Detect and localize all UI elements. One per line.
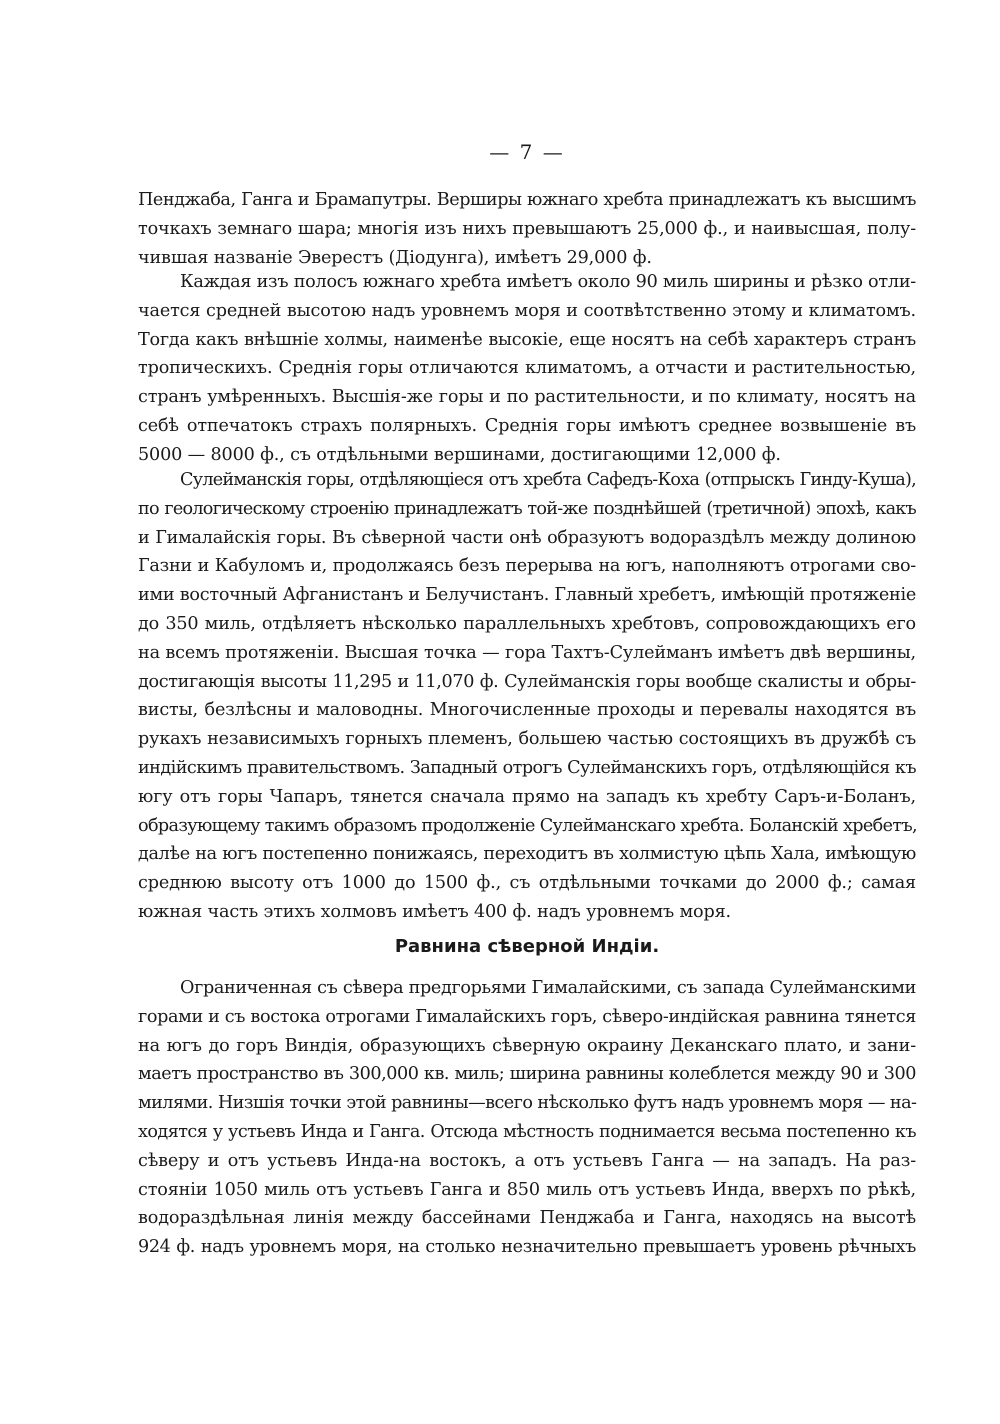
text-line: южная часть этихъ холмовъ имѣетъ 400 ф. надъ уровнемъ моря.: [138, 901, 731, 922]
text-line: Газни и Кабуломъ и, продолжаясь безъ перерыва на югъ, наполняютъ отрогами сво-: [138, 556, 916, 577]
text-line: милями. Низшія точки этой равнины—всего нѣсколько футъ надъ уровнемъ моря — на-: [138, 1093, 917, 1114]
text-line: 924 ф. надъ уровнемъ моря, на столько незначительно превышаетъ уровень рѣчныхъ: [138, 1237, 916, 1258]
text-line: среднюю высоту отъ 1000 до 1500 ф., съ отдѣльными точками до 2000 ф.; самая: [138, 873, 916, 894]
text-line: стояніи 1050 миль отъ устьевъ Ганга и 850 миль отъ устьевъ Инда, вверхъ по рѣкѣ,: [138, 1179, 916, 1200]
text-line: точкахъ земнаго шара; многія изъ нихъ превышаютъ 25,000 ф., и наивысшая, полу-: [138, 218, 916, 239]
text-line: тропическихъ. Среднія горы отличаются климатомъ, а отчасти и растительностью,: [138, 358, 916, 379]
text-line: индійскимъ правительствомъ. Западный отрогъ Сулейманскихъ горъ, отдѣляющійся къ: [138, 757, 916, 778]
text-line: Сулейманскія горы, отдѣляющіеся отъ хребта Сафедъ-Коха (отпрыскъ Гинду-Куша),: [180, 470, 916, 490]
text-line: достигающія высоты 11,295 и 11,070 ф. Сулейманскія горы вообще скалисты и обры-: [138, 671, 916, 692]
text-line: сѣверу и отъ устьевъ Инда-на востокъ, а отъ устьевъ Ганга — на западъ. На раз-: [138, 1150, 916, 1171]
text-line: далѣе на югъ постепенно понижаясь, переходитъ въ холмистую цѣпь Хала, имѣющую: [138, 844, 916, 865]
paragraph-continuation: [138, 186, 916, 272]
paragraph-southern-ridge: [138, 268, 916, 470]
text-line: 5000 — 8000 ф., съ отдѣльными вершинами, достигающими 12,000 ф.: [138, 444, 781, 465]
text-line: на югъ до горъ Виндія, образующихъ сѣверную окраину Деканскаго плато, и зани-: [138, 1035, 916, 1056]
text-line: ими восточный Афганистанъ и Белучистанъ. Главный хребетъ, имѣющій протяженіе: [138, 585, 917, 606]
paragraph-suleiman-mountains: [138, 466, 916, 927]
text-line: маетъ пространство въ 300,000 кв. миль; ширина равнины колеблется между 90 и 300: [138, 1064, 916, 1085]
text-line: образующему такимъ образомъ продолженіе Сулейманскаго хребта. Боланскій хребетъ,: [138, 815, 917, 836]
section-heading: Равнина сѣверной Индіи.: [394, 936, 660, 957]
text-line: ходятся у устьевъ Инда и Ганга. Отсюда мѣстность поднимается весьма постепенно къ: [138, 1121, 916, 1142]
page-number: — 7 —: [489, 140, 565, 164]
text-line: по геологическому строенію принадлежатъ той-же позднѣйшей (третичной) эпохѣ, какъ: [138, 498, 916, 519]
text-line: висты, безлѣсны и маловодны. Многочисленные проходы и перевалы находятся въ: [138, 700, 916, 721]
text-line: Ограниченная съ сѣвера предгорьями Гималайскими, съ запада Сулейманскими: [180, 978, 916, 998]
text-line: Тогда какъ внѣшніе холмы, наименѣе высокіе, еще носятъ на себѣ характеръ странъ: [138, 329, 916, 350]
text-line: странъ умѣренныхъ. Высшія-же горы и по растительности, и по климату, носятъ на: [138, 387, 916, 408]
text-line: на всемъ протяженіи. Высшая точка — гора Тахтъ-Сулейманъ имѣетъ двѣ вершины,: [138, 642, 916, 663]
text-line: до 350 миль, отдѣляетъ нѣсколько параллельныхъ хребтовъ, сопровождающихъ его: [138, 613, 916, 634]
paragraph-northern-plain: [138, 974, 916, 1262]
text-line: Каждая изъ полосъ южнаго хребта имѣетъ около 90 миль ширины и рѣзко отли-: [180, 272, 916, 292]
text-line: водораздѣльная линія между бассейнами Пенджаба и Ганга, находясь на высотѣ: [138, 1208, 916, 1229]
text-line: горами и съ востока отрогами Гималайскихъ горъ, сѣверо-индійская равнина тянется: [138, 1006, 916, 1027]
text-line: югу отъ горы Чапаръ, тянется сначала прямо на западъ къ хребту Саръ-и-Боланъ,: [138, 786, 916, 807]
text-line: чившая названіе Эверестъ (Діодунга), имѣетъ 29,000 ф.: [138, 247, 652, 268]
text-line: и Гималайскія горы. Въ сѣверной части онѣ образуютъ водораздѣлъ между долиною: [138, 527, 916, 548]
text-line: рукахъ независимыхъ горныхъ племенъ, большею частью состоящихъ въ дружбѣ съ: [138, 729, 916, 750]
text-line: себѣ отпечатокъ страхъ полярныхъ. Среднія горы имѣютъ среднее возвышеніе въ: [138, 415, 916, 436]
text-line: чается средней высотою надъ уровнемъ моря и соотвѣтственно этому и климатомъ.: [138, 300, 916, 321]
text-line: Пенджаба, Ганга и Брамапутры. Верширы южнаго хребта принадлежатъ къ высшимъ: [138, 190, 916, 210]
